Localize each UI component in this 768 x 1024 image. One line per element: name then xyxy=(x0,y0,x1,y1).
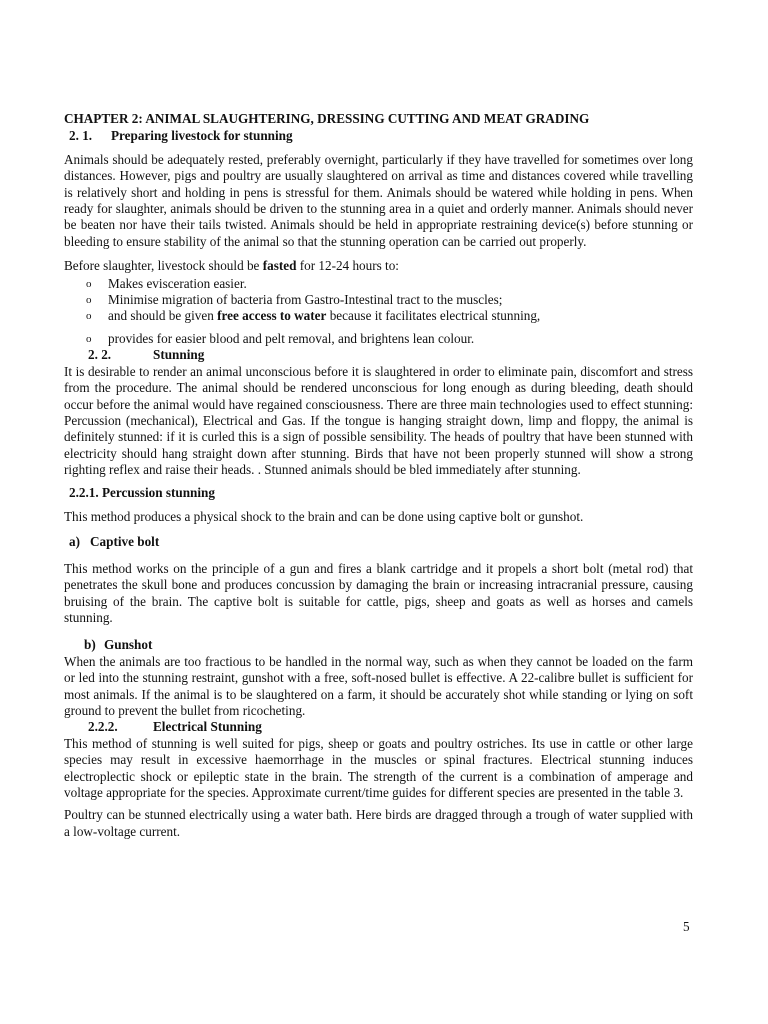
paragraph-captive-bolt: This method works on the principle of a gun and fires a blank cartridge and it propels a short bolt (metal rod) that penetrates the skull bone and produces concussion by damaging the brain or increasing intracranial pressure, causing bruising of the brain. The captive bolt is suitable for cattle, pigs, sheep and goats as well as horses and camels stunning. xyxy=(64,560,693,625)
list-item-text: and should be given xyxy=(108,308,218,324)
subsection-label: b) xyxy=(84,637,96,653)
list-item-text: Minimise migration of bacteria from Gastro-Intestinal tract to the muscles; xyxy=(108,292,503,308)
page-content xyxy=(64,111,693,840)
paragraph-electrical-stunning: This method of stunning is well suited for pigs, sheep or goats and poultry ostriches. Its use in cattle or other large species may result in excessive haemorrhage in the muscles or spinal fractures. Electrical stunning induces electroplectic shock or epileptic state in the brain. The strength of the current is a combination of amperage and voltage appropriate for the species. Approximate current/time guides for different species are presented in the table 3. xyxy=(64,735,693,801)
section-title: Preparing livestock for stunning xyxy=(111,128,293,144)
section-title: Percussion stunning xyxy=(101,484,215,500)
section-title: Stunning xyxy=(153,347,205,363)
list-item xyxy=(64,292,693,308)
subsection-heading-gunshot xyxy=(64,637,693,653)
list-item-text: provides for easier blood and pelt removal, and brightens lean colour. xyxy=(108,330,475,346)
section-number: 2. 1. xyxy=(69,128,93,144)
section-title: Electrical Stunning xyxy=(153,719,262,735)
chapter-title: CHAPTER 2: ANIMAL SLAUGHTERING, DRESSING CUTTING AND MEAT GRADING xyxy=(64,111,590,126)
subsection-title: Gunshot xyxy=(104,637,153,653)
bold-text: fasted xyxy=(262,258,297,274)
bold-text: free access to water xyxy=(217,308,327,324)
paragraph-fasting xyxy=(64,258,693,274)
subsection-heading-captive-bolt xyxy=(64,534,693,550)
bullet-marker: o xyxy=(86,332,92,345)
section-number: 2.2.1. xyxy=(69,484,99,500)
paragraph-livestock-rest: Animals should be adequately rested, preferably overnight, particularly if they have travelled for sometimes over long distances. However, pigs and poultry are usually slaughtered on arrival as time and distances covered while travelling is relatively short and holding in pens is stressful for them. Animals should be watered while holding in pens. When ready for slaughter, animals should be driven to the stunning area in a quiet and orderly manner. Animals should never be beaten nor have their tails twisted. Animals should be held in appropriate restraining device(s) before stunning or bleeding to ensure stability of the animal so that the stunning operation can be carried out properly. xyxy=(64,151,693,249)
section-number: 2.2.2. xyxy=(88,719,118,735)
list-item-text: Makes evisceration easier. xyxy=(108,275,247,291)
bullet-marker: o xyxy=(86,277,92,290)
section-heading-2-2-2 xyxy=(64,719,693,735)
fasting-bullet-list xyxy=(64,276,693,348)
bullet-marker: o xyxy=(86,310,92,323)
section-number: 2. 2. xyxy=(88,347,112,363)
section-heading-2-1 xyxy=(64,128,693,144)
subsection-label: a) xyxy=(69,534,80,550)
paragraph-poultry-water-bath: Poultry can be stunned electrically using a water bath. Here birds are dragged through a trough of water supplied with a low-voltage current. xyxy=(64,807,693,839)
list-item xyxy=(64,276,693,292)
text-run: for 12-24 hours to: xyxy=(296,258,399,274)
list-item xyxy=(64,308,693,324)
paragraph-gunshot: When the animals are too fractious to be handled in the normal way, such as when they cannot be loaded on the farm or led into the stunning restraint, gunshot with a free, soft-nosed bullet is effective. A 22-calibre bullet is sufficient for most animals. If the animal is to be slaughtered on a farm, it should be accurately shot while standing or lying on soft ground to prevent the bullet from ricocheting. xyxy=(64,653,693,718)
paragraph-percussion: This method produces a physical shock to the brain and can be done using captive bolt or gunshot. xyxy=(64,508,584,524)
page-number: 5 xyxy=(683,919,690,934)
section-heading-2-2-1 xyxy=(64,485,693,501)
section-heading-2-2 xyxy=(64,347,693,363)
list-item xyxy=(64,331,693,347)
paragraph-stunning: It is desirable to render an animal unconscious before it is slaughtered in order to eliminate pain, discomfort and stress from the procedure. The animal should be rendered unconscious for long enough as during bleeding, death should occur before the animal would have regained consciousness. There are three main technologies used to effect stunning: Percussion (mechanical), Electrical and Gas. If the tongue is hanging straight down, limp and floppy, the animal is definitely stunned: if it is curled this is a sign of possible sensibility. The heads of poultry that have been stunned with electricity should hang straight down after stunning. Birds that have not been properly stunned will show a strong righting reflex and raise their heads. . Stunned animals should be bled immediately after stunning. xyxy=(64,363,693,478)
subsection-title: Captive bolt xyxy=(90,534,160,550)
bullet-marker: o xyxy=(86,294,92,307)
list-item-text: because it facilitates electrical stunning, xyxy=(326,308,541,324)
text-run: Before slaughter, livestock should be xyxy=(64,258,263,274)
